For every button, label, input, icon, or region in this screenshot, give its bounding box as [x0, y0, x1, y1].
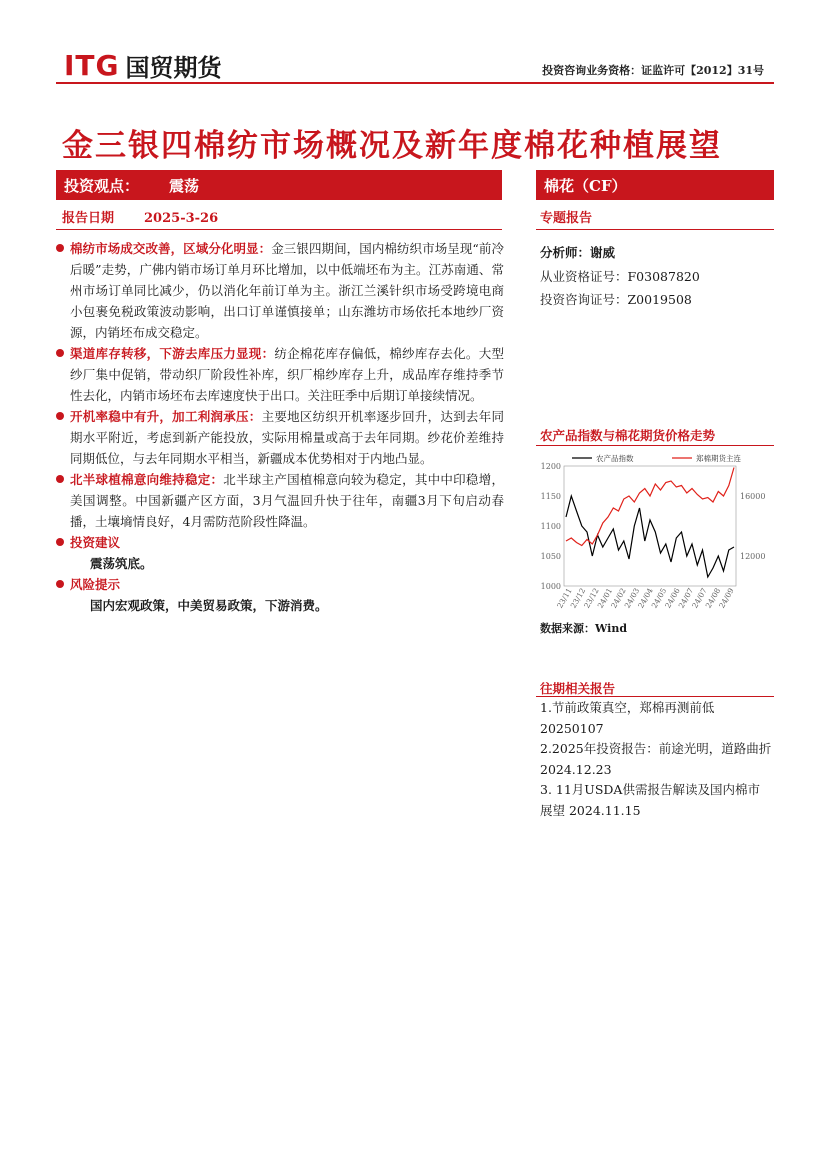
analyst-name: 分析师：谢威	[540, 245, 616, 260]
section-heading: 风险提示	[70, 577, 121, 592]
left-tick-label: 1100	[540, 522, 561, 531]
investment-view-banner	[56, 170, 502, 200]
bullet-dot-icon	[56, 412, 64, 420]
report-date-value: 2025-3-26	[144, 211, 219, 226]
key-point	[56, 238, 504, 343]
key-point	[56, 469, 504, 532]
past-reports-list	[540, 698, 772, 821]
data-source: 数据来源：Wind	[540, 622, 628, 635]
key-point-heading: 渠道库存转移，下游去库压力显现：	[70, 346, 275, 361]
report-type: 专题报告	[540, 211, 593, 226]
series-line-left	[566, 496, 734, 577]
investment-view-label: 投资观点：	[64, 176, 140, 195]
x-tick-label: 24/08	[703, 586, 723, 610]
series-lines	[566, 468, 734, 578]
header-divider	[56, 82, 774, 84]
right-tick-label: 16000	[740, 492, 766, 501]
plot-border	[564, 466, 736, 586]
right-tick-label: 12000	[740, 552, 766, 561]
x-tick-label: 23/12	[582, 586, 601, 610]
license-text: 投资咨询业务资格：证监许可【2012】31号	[542, 64, 764, 77]
x-axis-ticks	[555, 586, 736, 609]
report-type-divider	[536, 229, 774, 230]
chart-title-divider	[536, 445, 774, 446]
section-heading: 投资建议	[70, 535, 121, 550]
x-tick-label: 24/06	[663, 586, 682, 610]
key-point	[56, 406, 504, 469]
category-label: 棉花（CF）	[544, 176, 627, 195]
x-tick-label: 24/05	[649, 586, 669, 610]
bullet-dot-icon	[56, 349, 64, 357]
consulting-cert: 投资咨询证号：Z0019508	[540, 292, 692, 307]
x-tick-label: 24/02	[609, 586, 628, 610]
report-title: 金三银四棉纺市场概况及新年度棉花种植展望	[62, 128, 722, 164]
bullet-dot-icon	[56, 580, 64, 588]
chart-legend	[572, 453, 741, 463]
company-logo	[64, 48, 222, 82]
report-date-label: 报告日期	[62, 211, 115, 226]
right-axis-ticks	[740, 492, 765, 561]
x-tick-label: 24/09	[717, 586, 736, 610]
left-axis-ticks	[541, 462, 561, 591]
past-report-item[interactable]: 3. 11月USDA供需报告解读及国内棉市展望 2024.11.15	[540, 782, 760, 818]
logo-text: 国贸期货	[125, 53, 222, 82]
investment-view-value: 震荡	[169, 176, 200, 195]
qualification-cert: 从业资格证号：F03087820	[540, 269, 700, 284]
key-point-text: 主要地区纺织开机率逐步回升，达到去年同期水平附近，考虑到新产能投放，实际用棉量或高于去年同期。纱花价差维持同期低位，与去年同期水平相当，新疆成本优势相对于内地凸显。	[70, 409, 504, 466]
bullet-dot-icon	[56, 475, 64, 483]
x-tick-label: 24/04	[636, 586, 655, 610]
price-trend-chart	[536, 450, 774, 618]
x-tick-label: 24/07	[690, 586, 709, 610]
left-tick-label: 1000	[540, 582, 561, 591]
x-tick-label: 23/12	[568, 586, 588, 610]
left-tick-label: 1050	[540, 552, 561, 561]
series-line-right	[566, 468, 734, 546]
key-point-text: 纺企棉花库存偏低，棉纱库存去化。大型纱厂集中促销，带动织厂阶段性补库，织厂棉纱库存上升，成品库存维持季节性去化，内销市场坯布去库速度快于出口。关注旺季中后期订单接续情况。	[70, 346, 504, 403]
investment-advice-text: 震荡筑底。	[90, 556, 153, 571]
key-point	[56, 343, 504, 406]
x-tick-label: 24/01	[595, 586, 615, 610]
investment-advice-heading	[56, 532, 504, 553]
key-point-text: 北半球主产国植棉意向较为稳定，其中中印稳增，美国调整。中国新疆产区方面，3月气温回升快于往年，南疆3月下旬启动春播，土壤墒情良好，4月需防范阶段性降温。	[70, 472, 504, 529]
risk-heading	[56, 574, 504, 595]
key-point-heading: 棉纺市场成交改善，区域分化明显：	[70, 241, 272, 256]
key-point-text: 金三银四期间，国内棉纺织市场呈现“前冷后暖”走势，广佛内销市场订单月环比增加，以中低端坯布为主。江苏南通、常州市场订单同比减少，仍以消化年前订单为主。浙江兰溪针织市场受跨境电商小包裹免税政策波动影响，出口订单谨慎接单；山东潍坊市场依托本地纱厂资源，内销坯布成交稳定。	[70, 241, 504, 340]
risk-text: 国内宏观政策，中美贸易政策，下游消费。	[90, 598, 328, 613]
chart-title: 农产品指数与棉花期货价格走势	[540, 428, 716, 443]
date-divider	[56, 229, 502, 230]
key-points	[56, 238, 504, 616]
x-tick-label: 24/07	[676, 586, 696, 610]
bullet-dot-icon	[56, 538, 64, 546]
key-point-heading: 开机率稳中有升，加工利润承压：	[70, 409, 262, 424]
bullet-dot-icon	[56, 244, 64, 252]
past-report-item[interactable]: 1.节前政策真空，郑棉再测前低20250107	[540, 700, 715, 736]
x-tick-label: 24/03	[622, 586, 642, 610]
plot-frame	[564, 466, 736, 586]
past-reports-title: 往期相关报告	[540, 681, 616, 696]
report-date	[62, 207, 218, 226]
key-point-heading: 北半球植棉意向维持稳定：	[70, 472, 224, 487]
legend-label: 农产品指数	[596, 454, 634, 463]
category-banner	[536, 170, 774, 200]
legend-label: 郑棉期货主连	[696, 454, 741, 463]
left-tick-label: 1200	[540, 462, 561, 471]
past-reports-divider	[536, 696, 774, 697]
logo-mark: ITG	[64, 48, 120, 82]
x-tick-label: 23/11	[555, 586, 574, 610]
past-report-item[interactable]: 2.2025年投资报告：前途光明，道路曲折 2024.12.23	[540, 741, 772, 777]
left-tick-label: 1150	[540, 492, 561, 501]
